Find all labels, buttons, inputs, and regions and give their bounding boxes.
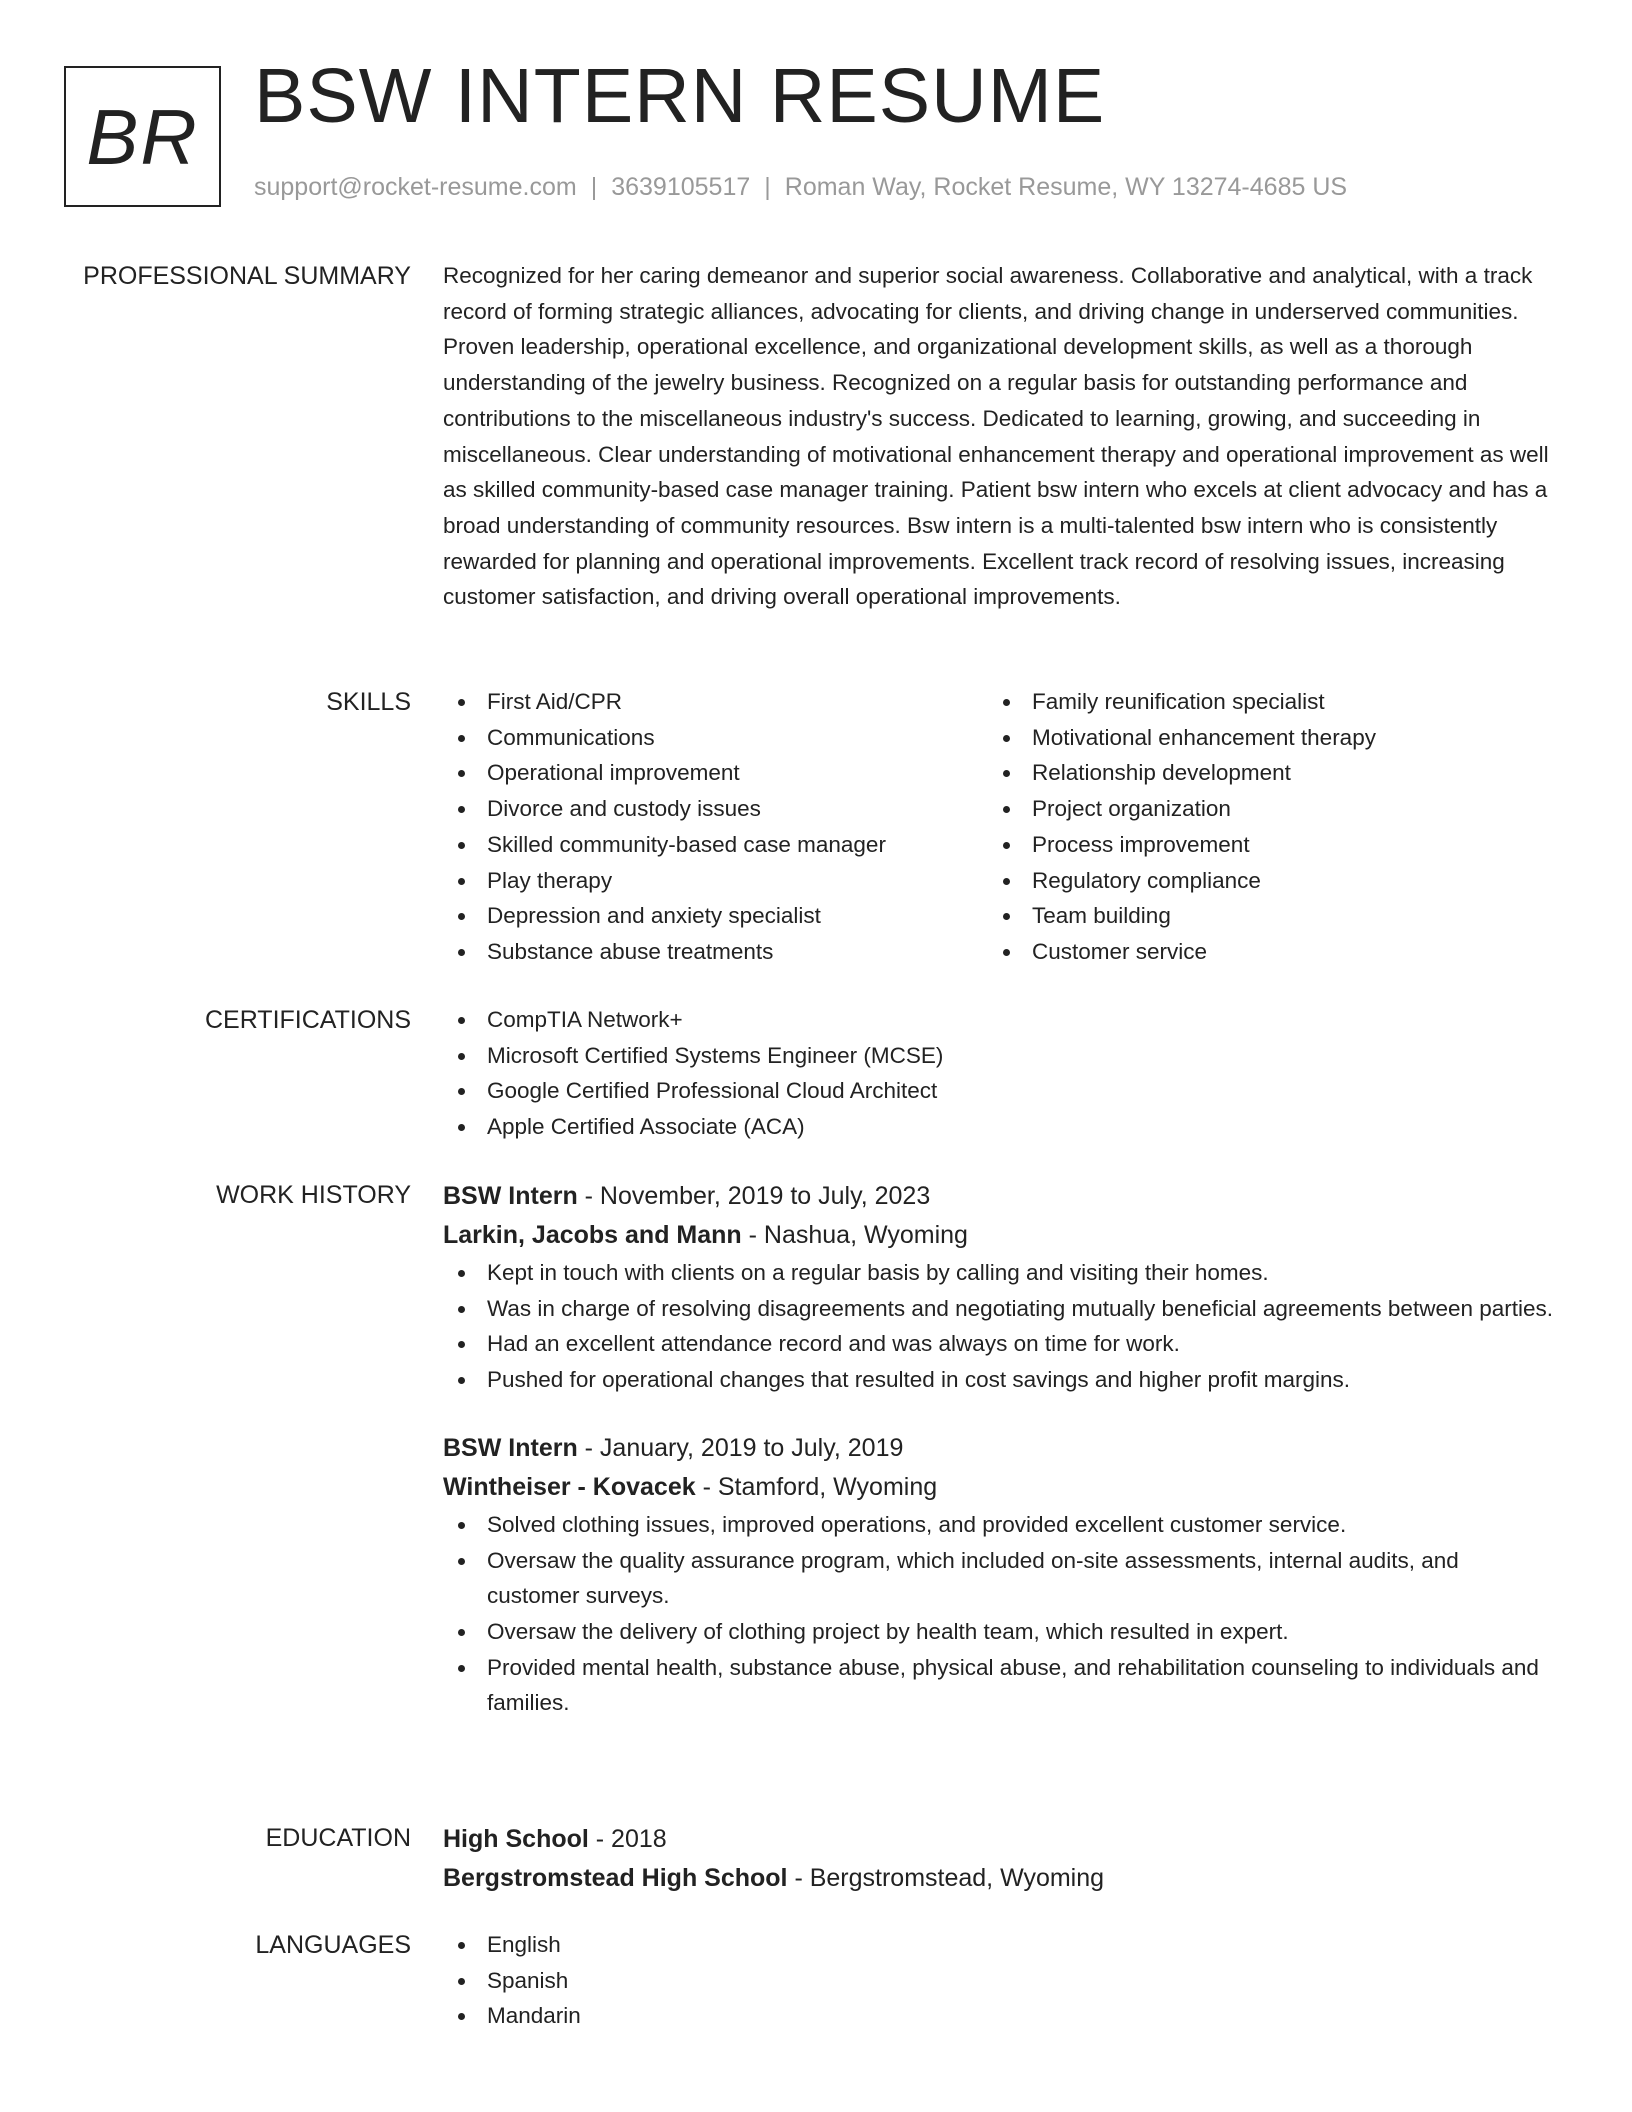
skill-item: Customer service xyxy=(988,934,1533,970)
monogram-initials: BR xyxy=(86,92,199,181)
contact-separator: | xyxy=(764,173,771,201)
job-role-line xyxy=(443,1429,1555,1468)
skill-item: Relationship development xyxy=(988,755,1533,791)
resume-title: BSW INTERN RESUME xyxy=(254,53,1106,139)
summary-body xyxy=(443,258,1555,615)
skill-item: Regulatory compliance xyxy=(988,863,1533,899)
education-school-line xyxy=(443,1859,1555,1898)
job-duty: Oversaw the quality assurance program, which included on-site assessments, internal audits, and customer surveys. xyxy=(443,1543,1555,1614)
education-degree-line xyxy=(443,1820,1555,1859)
job-entry xyxy=(443,1429,1555,1721)
job-duty: Was in charge of resolving disagreements and negotiating mutually beneficial agreements between parties. xyxy=(443,1291,1555,1327)
section-title-work: WORK HISTORY xyxy=(216,1181,411,1209)
section-title-skills: SKILLS xyxy=(326,688,411,716)
skill-item: Divorce and custody issues xyxy=(443,791,988,827)
skill-item: Operational improvement xyxy=(443,755,988,791)
certification-item: Apple Certified Associate (ACA) xyxy=(443,1109,1555,1145)
education-year: - 2018 xyxy=(588,1825,667,1853)
job-company-line xyxy=(443,1468,1555,1507)
language-item: Spanish xyxy=(443,1963,1555,1999)
job-duty: Solved clothing issues, improved operations, and provided excellent customer service. xyxy=(443,1507,1555,1543)
job-duty: Kept in touch with clients on a regular basis by calling and visiting their homes. xyxy=(443,1255,1555,1291)
job-duty: Pushed for operational changes that resulted in cost savings and higher profit margins. xyxy=(443,1362,1555,1398)
contact-email[interactable]: support@rocket-resume.com xyxy=(254,173,577,201)
job-company: Wintheiser - Kovacek xyxy=(443,1472,696,1501)
job-duty: Oversaw the delivery of clothing project by health team, which resulted in expert. xyxy=(443,1614,1555,1650)
job-dates: - November, 2019 to July, 2023 xyxy=(577,1182,931,1210)
job-role: BSW Intern xyxy=(443,1433,578,1462)
skill-item: Communications xyxy=(443,720,988,756)
certification-item: CompTIA Network+ xyxy=(443,1002,1555,1038)
education-degree: High School xyxy=(443,1825,589,1853)
skills-list-left xyxy=(443,684,988,970)
skill-item: Team building xyxy=(988,898,1533,934)
languages-body xyxy=(443,1927,1555,2034)
skills-list-right xyxy=(988,684,1533,970)
section-title-education: EDUCATION xyxy=(265,1824,411,1852)
skill-item: Skilled community-based case manager xyxy=(443,827,988,863)
languages-list xyxy=(443,1927,1555,2034)
job-dates: - January, 2019 to July, 2019 xyxy=(577,1433,904,1462)
education-school: Bergstromstead High School xyxy=(443,1864,788,1892)
skill-item: Depression and anxiety specialist xyxy=(443,898,988,934)
summary-text: Recognized for her caring demeanor and superior social awareness. Collaborative and analytical, with a track record of forming strategic alliances, advocating for clients, and driving change in underserved communities. Proven leadership, operational excellence, and organizational development skills, as well as a thorough understanding of the jewelry business. Recognized on a regular basis for outstanding performance and contributions to the miscellaneous industry's success. Dedicated to learning, growing, and succeeding in miscellaneous. Clear understanding of motivational enhancement therapy and operational improvement as well as skilled community-based case manager training. Patient bsw intern who excels at client advocacy and has a broad understanding of community resources. Bsw intern is a multi-talented bsw intern who is consistently rewarded for planning and operational improvements. Excellent track record of resolving issues, increasing customer satisfaction, and driving overall operational improvements. xyxy=(443,263,1549,610)
job-location: - Nashua, Wyoming xyxy=(741,1221,968,1249)
job-company: Larkin, Jacobs and Mann xyxy=(443,1221,742,1249)
job-duties xyxy=(443,1507,1555,1721)
skill-item: Process improvement xyxy=(988,827,1533,863)
work-body xyxy=(443,1177,1555,1721)
language-item: English xyxy=(443,1927,1555,1963)
job-duty: Provided mental health, substance abuse, physical abuse, and rehabilitation counseling to individuals and families. xyxy=(443,1650,1555,1721)
certification-item: Google Certified Professional Cloud Architect xyxy=(443,1073,1555,1109)
job-role-line xyxy=(443,1177,1555,1216)
certifications-list xyxy=(443,1002,1555,1145)
language-item: Mandarin xyxy=(443,1998,1555,2034)
job-location: - Stamford, Wyoming xyxy=(695,1472,938,1501)
education-location: - Bergstromstead, Wyoming xyxy=(787,1864,1105,1892)
certifications-body xyxy=(443,1002,1555,1145)
skill-item: Family reunification specialist xyxy=(988,684,1533,720)
skill-item: Substance abuse treatments xyxy=(443,934,988,970)
contact-address: Roman Way, Rocket Resume, WY 13274-4685 US xyxy=(784,173,1348,201)
skill-item: Motivational enhancement therapy xyxy=(988,720,1533,756)
job-role: BSW Intern xyxy=(443,1182,578,1210)
certification-item: Microsoft Certified Systems Engineer (MCSE) xyxy=(443,1038,1555,1074)
contact-phone[interactable]: 3639105517 xyxy=(611,173,751,201)
monogram-logo xyxy=(64,66,221,207)
skills-columns xyxy=(443,684,1555,970)
section-title-certifications: CERTIFICATIONS xyxy=(204,1006,411,1034)
section-title-languages: LANGUAGES xyxy=(255,1931,411,1959)
skill-item: First Aid/CPR xyxy=(443,684,988,720)
job-entry xyxy=(443,1177,1555,1398)
job-company-line xyxy=(443,1216,1555,1255)
contact-line xyxy=(254,175,1347,200)
education-body xyxy=(443,1820,1555,1898)
skill-item: Project organization xyxy=(988,791,1533,827)
section-title-summary: PROFESSIONAL SUMMARY xyxy=(83,262,411,290)
skill-item: Play therapy xyxy=(443,863,988,899)
job-duties xyxy=(443,1255,1555,1398)
job-duty: Had an excellent attendance record and was always on time for work. xyxy=(443,1326,1555,1362)
contact-separator: | xyxy=(590,173,598,201)
